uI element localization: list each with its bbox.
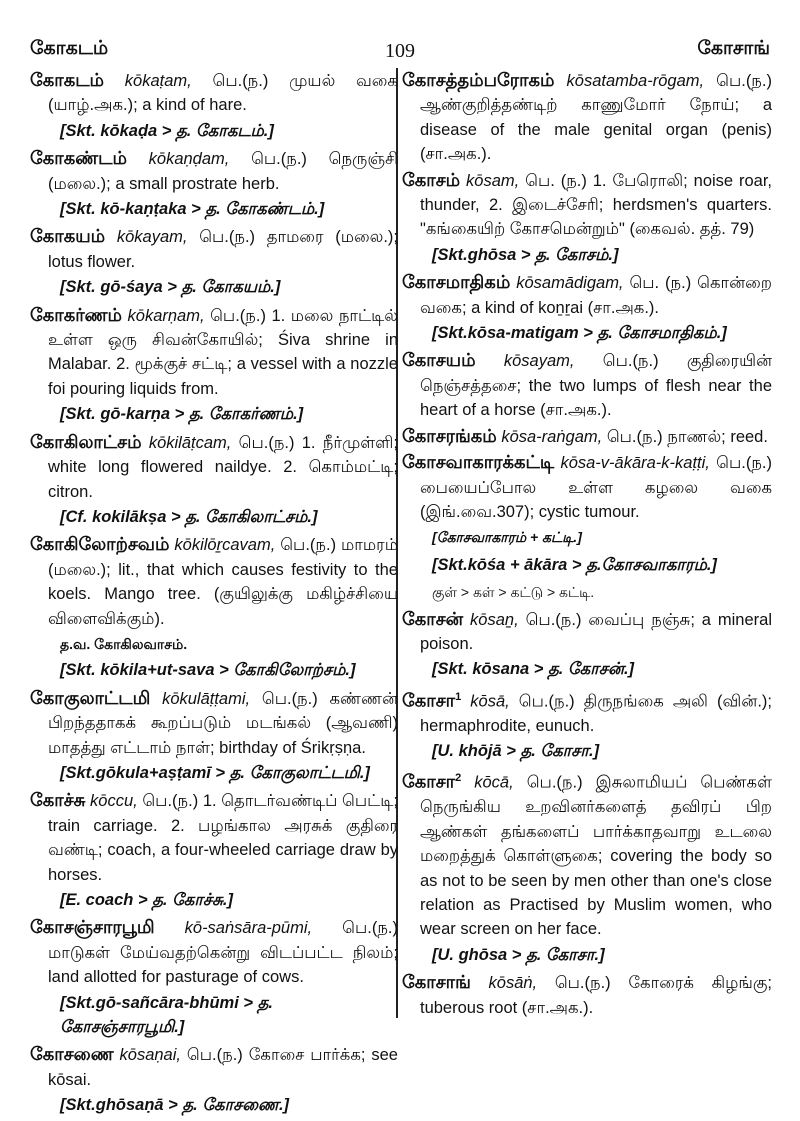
headword: கோசரங்கம் — [402, 425, 497, 446]
entry — [402, 685, 772, 738]
entry — [30, 224, 398, 274]
transliteration: kōsayam, — [503, 352, 575, 371]
definition: பெ.(ந.) கோசை பார்க்க; see kōsai. — [48, 1046, 398, 1089]
header-left-guideword: கோகடம் — [30, 38, 109, 59]
definition: பெ.(ந.) பையைப்போல உள்ள கழலை வகை (இங்.வை.307); cystic tumour. — [420, 454, 772, 521]
derivation: குள் > கள் > கட்டு > கட்டி. — [432, 584, 595, 601]
etymology: [E. coach > த. கோச்சு.] — [60, 891, 233, 909]
definition: பெ.(ந.) கண்ணன் பிறந்ததாகக் கூறப்படும் மடங்கல் (ஆவணி) மாதத்து எட்டாம் நாள்; birthday of Śrikṛṣṇa. — [48, 689, 399, 757]
definition: பெ.(ந.) கோரைக் கிழங்கு; tuberous root (சா.அக.). — [420, 974, 772, 1017]
entry — [402, 68, 772, 167]
etymology: [Cf. kokilākṣa > த. கோகிலாட்சம்.] — [60, 507, 318, 526]
entry — [30, 146, 398, 196]
headword: கோகிலாட்சம் — [30, 431, 142, 452]
etymology: [Skt.kōsa-matigam > த. கோசமாதிகம்.] — [432, 324, 727, 343]
transliteration: kōsa-v-ākāra-k-kaṭṭi, — [560, 454, 710, 473]
headword: கோசா — [402, 690, 456, 711]
headword: கோசஞ்சாரபூமி — [30, 917, 155, 938]
transliteration: kōsaṉ, — [470, 610, 519, 629]
definition: பெ.(ந.) முயல் வகை (யாழ்.அக.); a kind of hare. — [48, 72, 398, 115]
entry — [30, 303, 398, 402]
entry — [402, 424, 772, 449]
transliteration: kōkaṭam, — [124, 72, 192, 90]
definition: பெ.(ந.) இசுலாமியப் பெண்கள் நெருங்கிய உறவினர்களைத் தவிரப் பிற ஆண்கள் தங்களைப் பார்க்காதவாறு உடலை மறைத்துக் கொள்ளுகை; covering the body so as not to be seen by men other than one's close relation as Practised by Muslim women, who wear screen on her face. — [420, 773, 772, 939]
definition: பெ. (ந.) கொன்றை வகை; a kind of koṉṟai (சா.அக.). — [420, 274, 772, 317]
entry — [402, 348, 772, 422]
etymology: [Skt.ghōsa > த. கோசம்.] — [432, 245, 619, 264]
transliteration: kōkilāṭcam, — [148, 433, 232, 452]
etymology-compound: [கோசவாகாரம் + கட்டி.] — [432, 529, 582, 546]
etymology: [Skt. kō-kaṇṭaka > த. கோகண்டம்.] — [60, 200, 325, 219]
headword: கோசத்தம்பரோகம் — [402, 70, 555, 90]
homonym-number: 1 — [455, 690, 462, 703]
tamil-equivalent: த.வ. கோகிலவாசம். — [60, 635, 188, 652]
etymology: [U. ghōsa > த. கோசா.] — [432, 945, 605, 964]
transliteration: kōkilōṟcavam, — [174, 536, 276, 555]
transliteration: kōkarṇam, — [127, 306, 205, 325]
definition: பெ.(ந.) நாணல்; reed. — [606, 427, 768, 446]
headword: கோசணை — [30, 1044, 114, 1065]
entry — [30, 68, 398, 118]
definition: பெ.(ந.) மாடுகள் மேய்வதற்கென்று விடப்பட்ட நிலம்; land allotted for pasturage of cows. — [48, 919, 398, 987]
entry — [402, 450, 772, 524]
headword: கோசம் — [402, 169, 461, 190]
definition: பெ.(ந.) நெருஞ்சி (மலை.); a small prostrate herb. — [48, 150, 398, 193]
definition: பெ.(ந.) மாமரம் (மலை.); lit., that which causes festivity to the koels. Mango tree. (குயிலுக்கு மகிழ்ச்சியை விளைவிக்கும்). — [48, 536, 398, 628]
headword: கோசா — [402, 771, 456, 792]
etymology: [Skt. gō-śaya > த. கோகயம்.] — [60, 278, 281, 297]
page-number: 109 — [385, 40, 415, 62]
definition: பெ.(ந.) குதிரையின் நெஞ்சத்தசை; the two lumps of flesh near the heart of a horse (சா.அக.). — [420, 352, 773, 420]
headword: கோசாங் — [402, 972, 471, 993]
entry — [30, 686, 398, 760]
etymology: [Skt. gō-karṇa > த. கோகர்ணம்.] — [60, 405, 304, 424]
transliteration: kō-saṅsāra-pūmi, — [184, 919, 313, 938]
entry — [30, 1042, 398, 1092]
transliteration: kōsāṅ, — [488, 974, 538, 993]
right-column — [402, 68, 772, 1021]
transliteration: kōcā, — [474, 773, 514, 792]
headword: கோகுலாட்டமி — [30, 687, 151, 708]
page-header — [30, 38, 770, 64]
definition: பெ.(ந.) வைப்பு நஞ்சு; a mineral poison. — [420, 610, 772, 653]
etymology: [Skt.ghōsaṇā > த. கோசணை.] — [60, 1096, 290, 1115]
entry — [402, 607, 772, 657]
definition: பெ.(ந.) 1. மலை நாட்டில் உள்ள ஒரு சிவன்கோயில்; Śiva shrine in Malabar. 2. மூக்குச் சட்டி; a vessel with a nozzle foi pouring liquids from. — [48, 306, 398, 398]
left-column — [30, 68, 398, 1121]
definition: பெ. (ந.) 1. பேரொலி; noise roar, thunder, 2. இடைச்சேரி; herdsmen's quarters. "கங்கையிற் கோசமென்றும்" (கைவல். தத். 79) — [420, 171, 772, 239]
entry — [402, 168, 772, 242]
transliteration: kōsaṇai, — [119, 1046, 181, 1065]
headword: கோகடம் — [30, 70, 105, 90]
transliteration: kōkulāṭṭami, — [162, 689, 251, 708]
definition: பெ.(ந.) தாமரை (மலை.); lotus flower. — [48, 228, 398, 271]
etymology: [Skt.gō-sañcāra-bhūmi > த. கோசஞ்சாரபூமி.] — [60, 993, 273, 1037]
headword: கோகர்ணம் — [30, 304, 123, 325]
header-right-guideword: கோசாங் — [697, 38, 770, 59]
headword: கோசயம் — [402, 350, 476, 371]
headword: கோசவாகாரக்கட்டி — [402, 452, 555, 473]
headword: கோகண்டம் — [30, 148, 127, 169]
etymology: [Skt.kōśa + ākāra > த.கோசவாகாரம்.] — [432, 555, 717, 574]
homonym-number: 2 — [455, 772, 462, 785]
transliteration: kōsā, — [470, 692, 510, 711]
entry — [30, 532, 398, 631]
entry — [30, 915, 398, 989]
etymology: [Skt. kōkila+ut-sava > கோகிலோற்சம்.] — [60, 661, 356, 680]
definition: பெ.(ந.) 1. நீர்முள்ளி; white long flowered naildye. 2. கொம்மட்டி; citron. — [48, 433, 398, 501]
definition: பெ.(ந.) ஆண்குறித்தண்டிற் காணுமோர் நோய்; a disease of the male genital organ (penis) (சா.அக.). — [420, 72, 772, 164]
transliteration: kōsam, — [466, 171, 520, 190]
headword: கோகிலோற்சவம் — [30, 534, 170, 555]
transliteration: kōccu, — [90, 792, 138, 811]
transliteration: kōsamādigam, — [516, 274, 624, 293]
entry — [402, 270, 772, 320]
headword: கோகயம் — [30, 226, 106, 247]
etymology: [U. khōjā > த. கோசா.] — [432, 742, 600, 761]
entry — [30, 788, 398, 887]
transliteration: kōkaṇḍam, — [148, 150, 230, 169]
transliteration: kōsatamba-rōgam, — [566, 72, 705, 90]
entry — [402, 970, 772, 1020]
definition: பெ.(ந.) திருநங்கை அலி (வின்.); hermaphrodite, eunuch. — [420, 692, 772, 735]
headword: கோச்சு — [30, 790, 86, 811]
etymology: [Skt.gōkula+aṣṭamī > த. கோகுலாட்டமி.] — [60, 763, 370, 782]
entry — [402, 766, 772, 941]
entry — [30, 430, 398, 504]
transliteration: kōsa-raṅgam, — [501, 427, 603, 446]
headword: கோசமாதிகம் — [402, 272, 511, 293]
etymology: [Skt. kōkaḍa > த. கோகடம்.] — [60, 121, 274, 140]
definition: பெ.(ந.) 1. தொடர்வண்டிப் பெட்டி; train carriage. 2. பழங்கால அரசுக் குதிரை வண்டி; coach, a four-wheeled carriage draw by horses. — [48, 792, 398, 884]
etymology: [Skt. kōsana > த. கோசன்.] — [432, 660, 635, 679]
headword: கோசன் — [402, 608, 464, 629]
transliteration: kōkayam, — [116, 228, 188, 247]
